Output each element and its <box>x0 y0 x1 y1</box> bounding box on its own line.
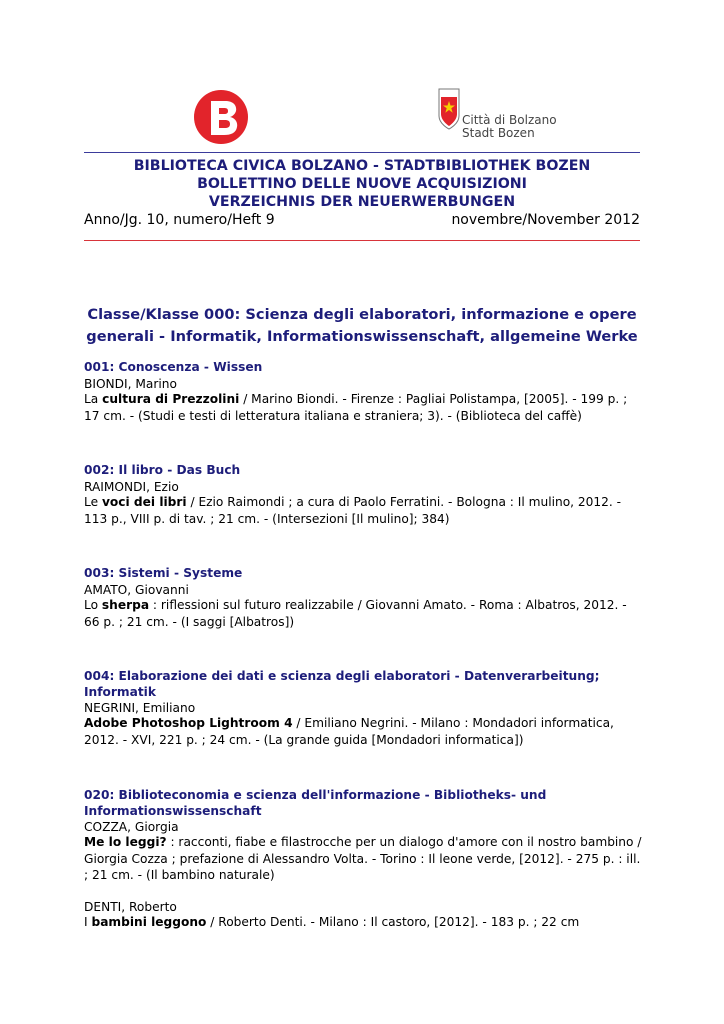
entry-description <box>84 914 644 931</box>
section-heading: 001: Conoscenza - Wissen <box>84 360 263 374</box>
entry-author: RAIMONDI, Ezio <box>84 480 179 494</box>
entry-title: cultura di Prezzolini <box>102 392 240 406</box>
entry-description <box>84 494 644 527</box>
entry-details: : riflessioni sul futuro realizzabile / Giovanni Amato. - Roma : Albatros, 2012. - 66 p. ; 21 cm. - (I saggi [Albatros]) <box>84 598 627 629</box>
entry-author: AMATO, Giovanni <box>84 583 189 597</box>
entry-description <box>84 597 644 630</box>
class-title: Classe/Klasse 000: Scienza degli elaboratori, informazione e opere generali - Informatik, Informationswissenschaft, allgemeine Werke <box>86 306 638 345</box>
entry-details: / Marino Biondi. - Firenze : Pagliai Polistampa, [2005]. - 199 p. ; 17 cm. - (Studi e testi di letteratura italiana e straniera; 3). - (Biblioteca del caffè) <box>84 392 628 423</box>
entry-details: / Roberto Denti. - Milano : Il castoro, [2012]. - 183 p. ; 22 cm <box>206 915 580 929</box>
issue-date: novembre/November 2012 <box>451 212 640 228</box>
entry-title: Adobe Photoshop Lightroom 4 <box>84 716 293 730</box>
section-heading: 004: Elaborazione dei dati e scienza degli elaboratori - Datenverarbeitung; Informatik <box>84 669 600 699</box>
entry-title: Me lo leggi? <box>84 835 167 849</box>
header-rule-top <box>84 152 640 153</box>
entry-article: I <box>84 915 92 929</box>
entry-article: La <box>84 392 103 406</box>
city-shield-icon <box>436 86 462 132</box>
library-logo <box>193 89 249 145</box>
entry-details: / Emiliano Negrini. - Milano : Mondadori informatica, 2012. - XVI, 221 p. ; 24 cm. - (La grande guida [Mondadori informatica]) <box>84 716 614 747</box>
entry-description <box>84 834 644 884</box>
city-name-line-1: Città di Bolzano <box>462 113 557 127</box>
entry-author: NEGRINI, Emiliano <box>84 701 196 715</box>
entry-title: voci dei libri <box>101 495 187 509</box>
entry-title: sherpa <box>101 598 150 612</box>
entry-details: : racconti, fiabe e filastrocche per un dialogo d'amore con il nostro bambino / Giorgia Cozza ; prefazione di Alessandro Volta. - Torino : Il leone verde, [2012]. - 275 p. : ill. ; 21 cm. - (Il bambino naturale) <box>84 835 642 882</box>
entry-article: Lo <box>84 598 102 612</box>
section-heading: 002: Il libro - Das Buch <box>84 463 241 477</box>
city-name <box>462 114 557 140</box>
entry-description <box>84 391 644 424</box>
entry-author: DENTI, Roberto <box>84 900 177 914</box>
section-heading: 020: Biblioteconomia e scienza dell'informazione - Bibliotheks- und Informationswissenschaft <box>84 788 547 818</box>
header-title-line-1: BIBLIOTECA CIVICA BOLZANO - STADTBIBLIOTHEK BOZEN <box>133 158 591 174</box>
entry-author: COZZA, Giorgia <box>84 820 179 834</box>
header-title-line-3: VERZEICHNIS DER NEUERWERBUNGEN <box>208 194 516 210</box>
entry-description <box>84 715 644 748</box>
city-name-line-2: Stadt Bozen <box>462 126 535 140</box>
entry-author: BIONDI, Marino <box>84 377 177 391</box>
header-title-line-2: BOLLETTINO DELLE NUOVE ACQUISIZIONI <box>197 176 527 192</box>
entry-details: / Ezio Raimondi ; a cura di Paolo Ferratini. - Bologna : Il mulino, 2012. - 113 p., VIII p. di tav. ; 21 cm. - (Intersezioni [Il mulino]; 384) <box>84 495 622 526</box>
header-rule-bottom <box>84 240 640 241</box>
section-heading: 003: Sistemi - Systeme <box>84 566 243 580</box>
city-logo <box>436 86 568 146</box>
entry-article: Le <box>84 495 102 509</box>
entry-title: bambini leggono <box>91 915 207 929</box>
issue-number: Anno/Jg. 10, numero/Heft 9 <box>84 212 275 228</box>
